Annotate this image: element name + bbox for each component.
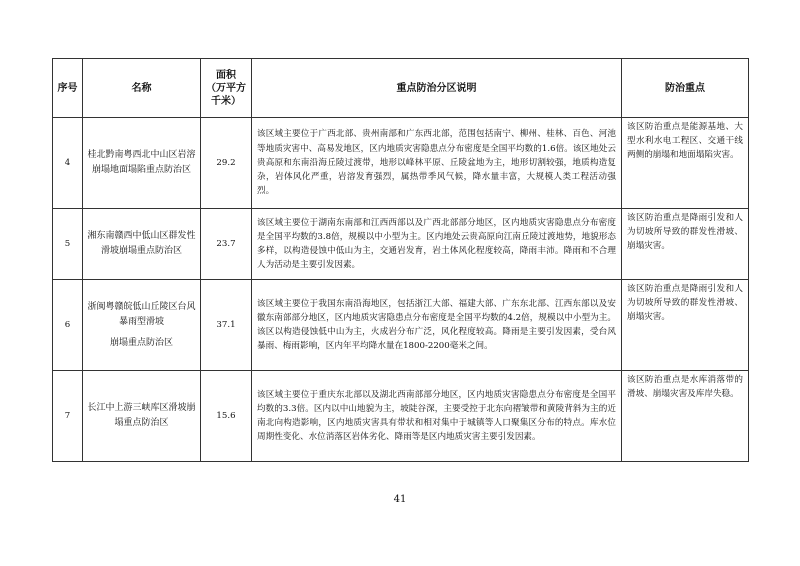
header-desc: 重点防治分区说明 xyxy=(252,59,622,118)
page-number: 41 xyxy=(393,494,407,505)
row-number: 5 xyxy=(53,209,83,280)
zone-focus: 该区防治重点是水库消落带的滑坡、崩塌灾害及库岸失稳。 xyxy=(622,371,749,462)
table-row xyxy=(53,371,749,462)
table-header-row xyxy=(53,59,749,118)
zone-description: 该区域主要位于重庆东北部以及湖北西南部部分地区，区内地质灾害隐患点分布密度是全国平均数的3.3倍。区内以中山地貌为主，坡陡谷深，主要受控于北东向褶皱带和黄陵背斜为主的近南北向构造影响，区内地质灾害具有带状和相对集中于城镇等人口聚集区分布的特点。库水位周期性变化、水位消落区岩体劣化、降雨等是区内地质灾害主要引发因素。 xyxy=(252,371,622,462)
header-area-line3: 千米） xyxy=(211,95,241,107)
zone-name xyxy=(83,280,201,371)
table-row xyxy=(53,280,749,371)
table-row xyxy=(53,118,749,209)
zone-area: 37.1 xyxy=(201,280,252,371)
zone-area: 15.6 xyxy=(201,371,252,462)
zone-focus: 该区防治重点是降雨引发和人为切坡所导致的群发性滑坡、崩塌灾害。 xyxy=(622,209,749,280)
zone-focus: 该区防治重点是能源基地、大型水利水电工程区、交通干线两侧的崩塌和地面塌陷灾害。 xyxy=(622,118,749,209)
header-num: 序号 xyxy=(53,59,83,118)
header-name: 名称 xyxy=(83,59,201,118)
zone-name: 长江中上游三峡库区滑坡崩塌重点防治区 xyxy=(83,371,201,462)
row-number: 4 xyxy=(53,118,83,209)
table-row xyxy=(53,209,749,280)
row-number: 7 xyxy=(53,371,83,462)
zone-description: 该区域主要位于广西北部、贵州南部和广东西北部，范围包括南宁、柳州、桂林、百色、河池等地质灾害中、高易发地区，区内地质灾害隐患点分布密度是全国平均数的1.6倍。该区地处云贵高原和东南沿海丘陵过渡带，地形以峰林平原、丘陵盆地为主，地形切割较强，地质构造复杂，岩体风化严重，岩溶发育强烈，属热带季风气候，降水量丰富，大规模人类工程活动强烈。 xyxy=(252,118,622,209)
zone-name-line2: 崩塌重点防治区 xyxy=(109,337,173,348)
zone-description: 该区域主要位于湖南东南部和江西西部以及广西北部部分地区，区内地质灾害隐患点分布密度是全国平均数的3.8倍，规模以中小型为主。区内地处云贵高原向江南丘陵过渡地势，地貌形态多样，以构造侵蚀中低山为主，交通岩发育，岩土体风化程度较高，降雨丰沛。降雨和不合理人为活动是主要引发因素。 xyxy=(252,209,622,280)
zone-area: 23.7 xyxy=(201,209,252,280)
zone-name: 湘东南赣西中低山区群发性滑坡崩塌重点防治区 xyxy=(83,209,201,280)
zone-area: 29.2 xyxy=(201,118,252,209)
zone-name: 桂北黔南粤西北中山区岩溶崩塌地面塌陷重点防治区 xyxy=(83,118,201,209)
header-area-line2: （万平方 xyxy=(206,82,246,94)
row-number: 6 xyxy=(53,280,83,371)
zone-description: 该区域主要位于我国东南沿海地区，包括浙江大部、福建大部、广东东北部、江西东部以及安徽东南部部分地区，区内地质灾害隐患点分布密度是全国平均数的4.2倍，规模以中小型为主。该区以构造侵蚀低中山为主，火成岩分布广泛，风化程度较高。降雨是主要引发因素，受台风暴雨、梅雨影响，区内年平均降水量在1800-2200毫米之间。 xyxy=(252,280,622,371)
zone-focus: 该区防治重点是降雨引发和人为切坡所导致的群发性滑坡、崩塌灾害。 xyxy=(622,280,749,371)
header-area xyxy=(201,59,252,118)
zone-name-line1: 浙闽粤赣皖低山丘陵区台风暴雨型滑坡 xyxy=(87,301,196,327)
prevention-zone-table xyxy=(52,58,749,462)
header-focus: 防治重点 xyxy=(622,59,749,118)
header-area-line1: 面积 xyxy=(216,69,236,81)
